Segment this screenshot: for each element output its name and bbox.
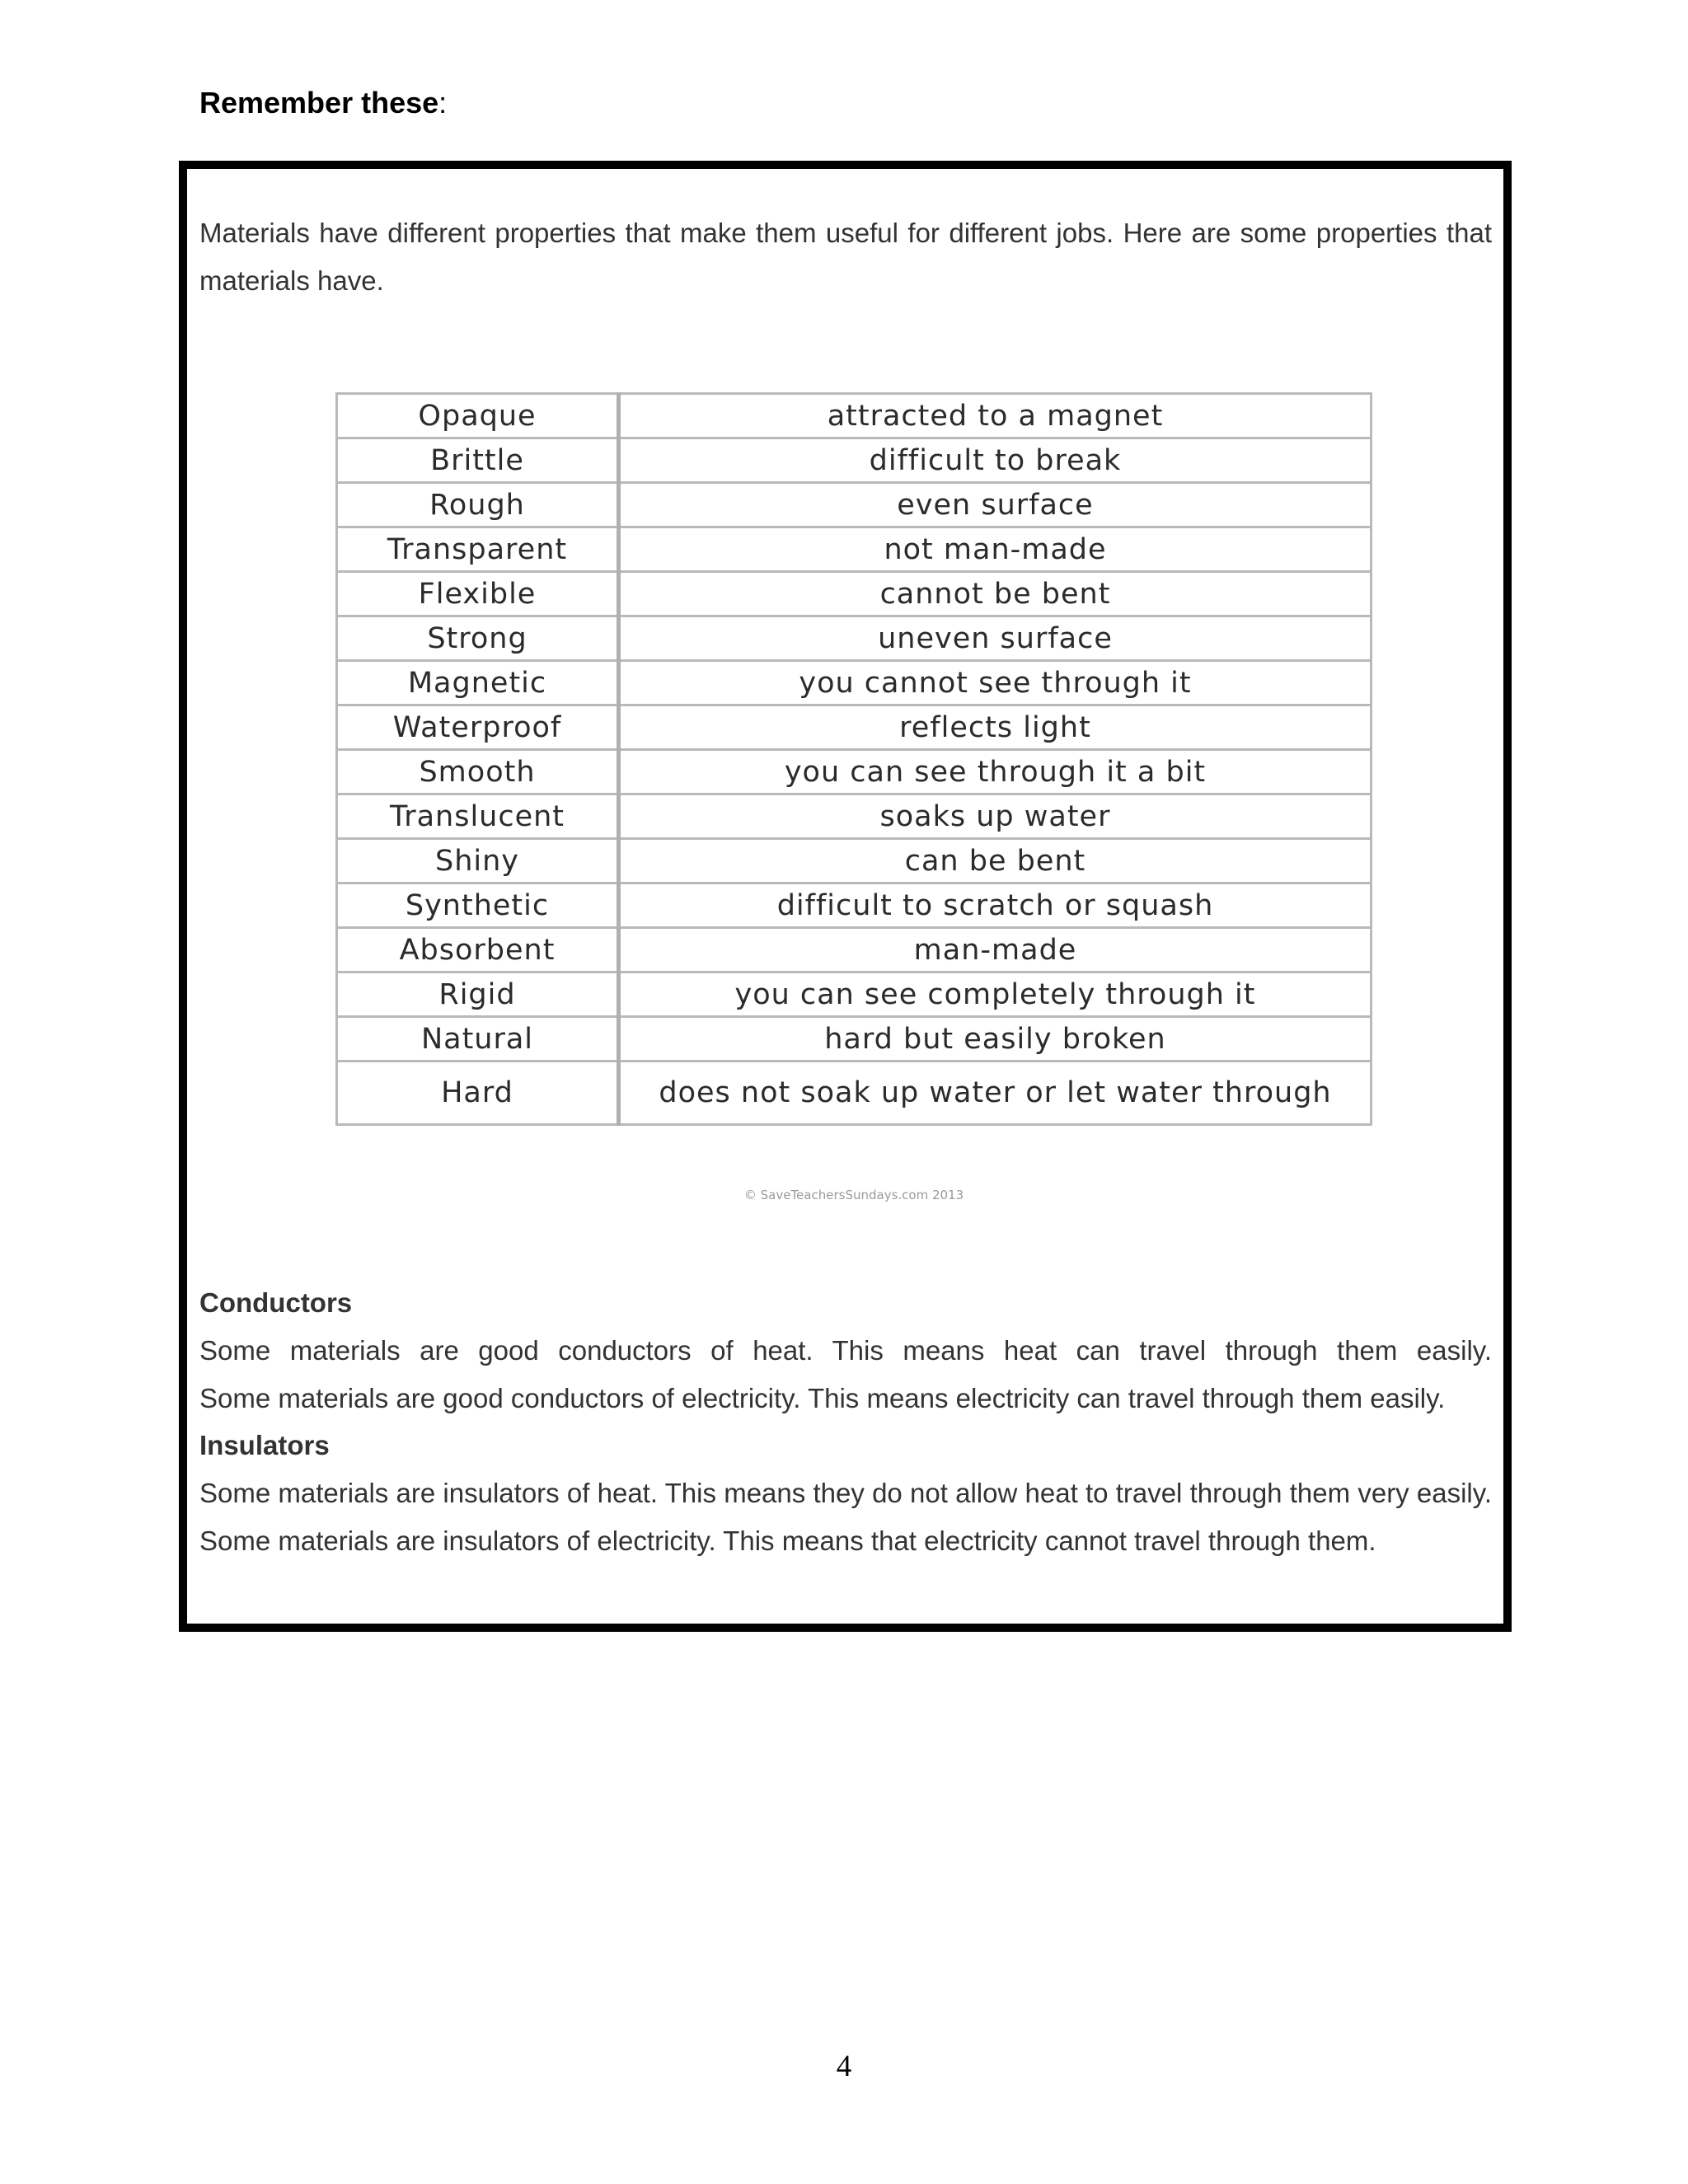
meaning-cell: does not soak up water or let water through xyxy=(619,1062,1372,1125)
table-row xyxy=(337,527,1372,572)
property-cell: Strong xyxy=(337,616,619,661)
conductors-line-1: Some materials are good conductors of heat. This means heat can travel through them easily. xyxy=(199,1335,1492,1366)
table-row xyxy=(337,794,1372,839)
property-cell: Natural xyxy=(337,1017,619,1062)
properties-table xyxy=(335,392,1372,1126)
meaning-cell: soaks up water xyxy=(619,794,1372,839)
meaning-cell: you can see through it a bit xyxy=(619,750,1372,794)
intro-paragraph: Materials have different properties that make them useful for different jobs. Here are some properties that materials have. xyxy=(199,218,1492,296)
property-cell: Brittle xyxy=(337,438,619,483)
table-row xyxy=(337,616,1372,661)
meaning-cell: can be bent xyxy=(619,839,1372,883)
meaning-cell: man-made xyxy=(619,928,1372,972)
property-cell: Smooth xyxy=(337,750,619,794)
conductors-line-2: Some materials are good conductors of electricity. This means electricity can travel through them easily. xyxy=(199,1383,1446,1413)
meaning-cell: even surface xyxy=(619,483,1372,527)
meaning-cell: reflects light xyxy=(619,705,1372,750)
table-row xyxy=(337,1017,1372,1062)
meaning-cell: uneven surface xyxy=(619,616,1372,661)
meaning-cell: you cannot see through it xyxy=(619,661,1372,705)
properties-table-image xyxy=(335,392,1372,1126)
table-row xyxy=(337,972,1372,1017)
insulators-paragraph: Some materials are insulators of heat. This means they do not allow heat to travel through them very easily. Some materials are insulators of electricity. This means that electricity cannot travel through them. xyxy=(199,1478,1492,1556)
table-row xyxy=(337,750,1372,794)
property-cell: Hard xyxy=(337,1062,619,1125)
page-number: 4 xyxy=(836,2050,852,2083)
meaning-cell: cannot be bent xyxy=(619,572,1372,616)
property-cell: Shiny xyxy=(337,839,619,883)
table-credit: © SaveTeachersSundays.com 2013 xyxy=(743,1188,964,1202)
property-cell: Translucent xyxy=(337,794,619,839)
property-cell: Waterproof xyxy=(337,705,619,750)
insulators-heading: Insulators xyxy=(199,1430,330,1460)
property-cell: Synthetic xyxy=(337,883,619,928)
meaning-cell: hard but easily broken xyxy=(619,1017,1372,1062)
table-row xyxy=(337,438,1372,483)
property-cell: Rigid xyxy=(337,972,619,1017)
conductors-heading: Conductors xyxy=(199,1287,353,1318)
property-cell: Transparent xyxy=(337,527,619,572)
section-heading-bold: Remember these xyxy=(199,86,439,120)
meaning-cell: not man-made xyxy=(619,527,1372,572)
meaning-cell: difficult to scratch or squash xyxy=(619,883,1372,928)
property-cell: Absorbent xyxy=(337,928,619,972)
table-row xyxy=(337,661,1372,705)
table-row xyxy=(337,705,1372,750)
table-row xyxy=(337,572,1372,616)
meaning-cell: you can see completely through it xyxy=(619,972,1372,1017)
meaning-cell: difficult to break xyxy=(619,438,1372,483)
table-row xyxy=(337,839,1372,883)
table-row xyxy=(337,394,1372,438)
property-cell: Opaque xyxy=(337,394,619,438)
property-cell: Flexible xyxy=(337,572,619,616)
table-row xyxy=(337,928,1372,972)
property-cell: Magnetic xyxy=(337,661,619,705)
section-heading-suffix: : xyxy=(438,86,448,120)
meaning-cell: attracted to a magnet xyxy=(619,394,1372,438)
table-row xyxy=(337,483,1372,527)
section-heading xyxy=(199,86,447,120)
table-row xyxy=(337,1062,1372,1125)
property-cell: Rough xyxy=(337,483,619,527)
table-row xyxy=(337,883,1372,928)
